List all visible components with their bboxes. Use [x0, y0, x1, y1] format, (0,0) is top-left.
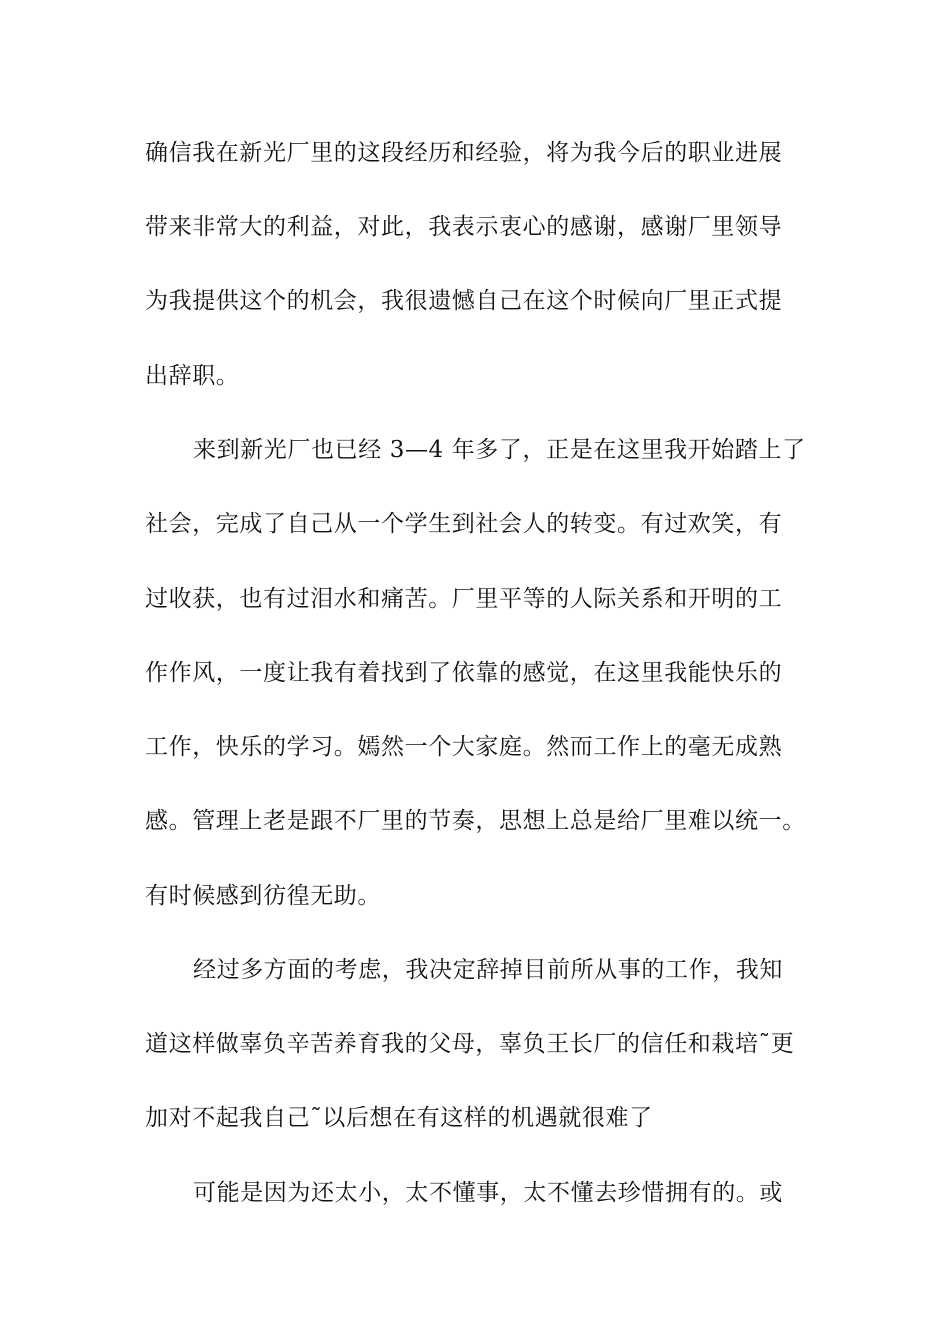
text-line: 作作风，一度让我有着找到了依靠的感觉，在这里我能快乐的: [145, 660, 783, 686]
text-line: 感。管理上老是跟不厂里的节奏，思想上总是给厂里难以统一。: [145, 808, 806, 834]
text-line: 出辞职。: [145, 363, 240, 389]
text-line: 社会，完成了自己从一个学生到社会人的转变。有过欢笑，有: [145, 511, 783, 537]
text-line: 工作，快乐的学习。嫣然一个大家庭。然而工作上的毫无成熟: [145, 734, 783, 760]
paragraph-first-line: 可能是因为还太小，太不懂事，太不懂去珍惜拥有的。或: [193, 1180, 783, 1206]
text-line: 为我提供这个的机会，我很遗憾自己在这个时候向厂里正式提: [145, 288, 783, 314]
text-line: 过收获，也有过泪水和痛苦。厂里平等的人际关系和开明的工: [145, 586, 783, 612]
text-line: 道这样做辜负辛苦养育我的父母，辜负王长厂的信任和栽培˜更: [145, 1031, 795, 1057]
text-line: 带来非常大的利益，对此，我表示衷心的感谢，感谢厂里领导: [145, 214, 783, 240]
paragraph-first-line: 来到新光厂也已经 3—4 年多了，正是在这里我开始踏上了: [193, 437, 806, 463]
text-line: 有时候感到彷徨无助。: [145, 883, 381, 909]
text-line: 确信我在新光厂里的这段经历和经验，将为我今后的职业进展: [145, 140, 783, 166]
text-line: 加对不起我自己˜以后想在有这样的机遇就很难了: [145, 1105, 653, 1131]
paragraph-first-line: 经过多方面的考虑，我决定辞掉目前所从事的工作，我知: [193, 957, 783, 983]
